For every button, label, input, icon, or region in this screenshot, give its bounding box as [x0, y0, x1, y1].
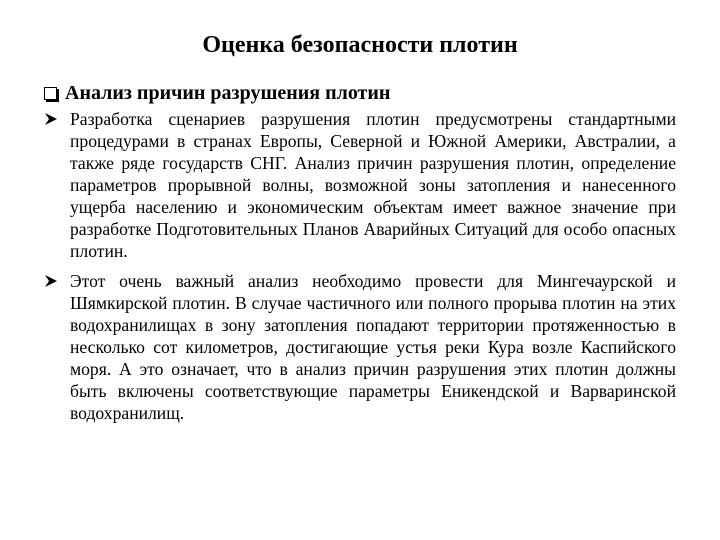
- arrow-bullet-icon: [44, 274, 58, 288]
- list-item: [44, 270, 676, 424]
- arrow-bullet-icon: [44, 112, 58, 126]
- slide-title: Оценка безопасности плотин: [202, 32, 518, 58]
- section-heading: [44, 80, 684, 106]
- bullet-text: Разработка сценариев разрушения плотин предусмотрены стандартными процедурами в странах Европы, Северной и Южной Америки, Австралии, а также ряде государств СНГ. Анализ причин разрушения плотин, определение параметров прорывной волны, возможной зоны затопления и нанесенного ущерба населению и экономическим объектам имеет важное значение при разработке Подготовительных Планов Аварийных Ситуаций для особо опасных плотин.: [70, 109, 676, 261]
- bullet-text: Этот очень важный анализ необходимо провести для Мингечаурской и Шямкирской плотин. В случае частичного или полного прорыва плотин на этих водохранилищах в зону затопления попадают территории протяженностью в несколько сот километров, достигающие устья реки Кура возле Каспийского моря. А это означает, что в анализ причин разрушения этих плотин должны быть включены соответствующие параметры Еникендской и Варваринской водохранилищ.: [70, 271, 676, 423]
- section-heading-text: Анализ причин разрушения плотин: [65, 82, 391, 104]
- bullet-list: [44, 108, 676, 432]
- list-item: [44, 108, 676, 262]
- checkbox-square-icon: [44, 87, 57, 100]
